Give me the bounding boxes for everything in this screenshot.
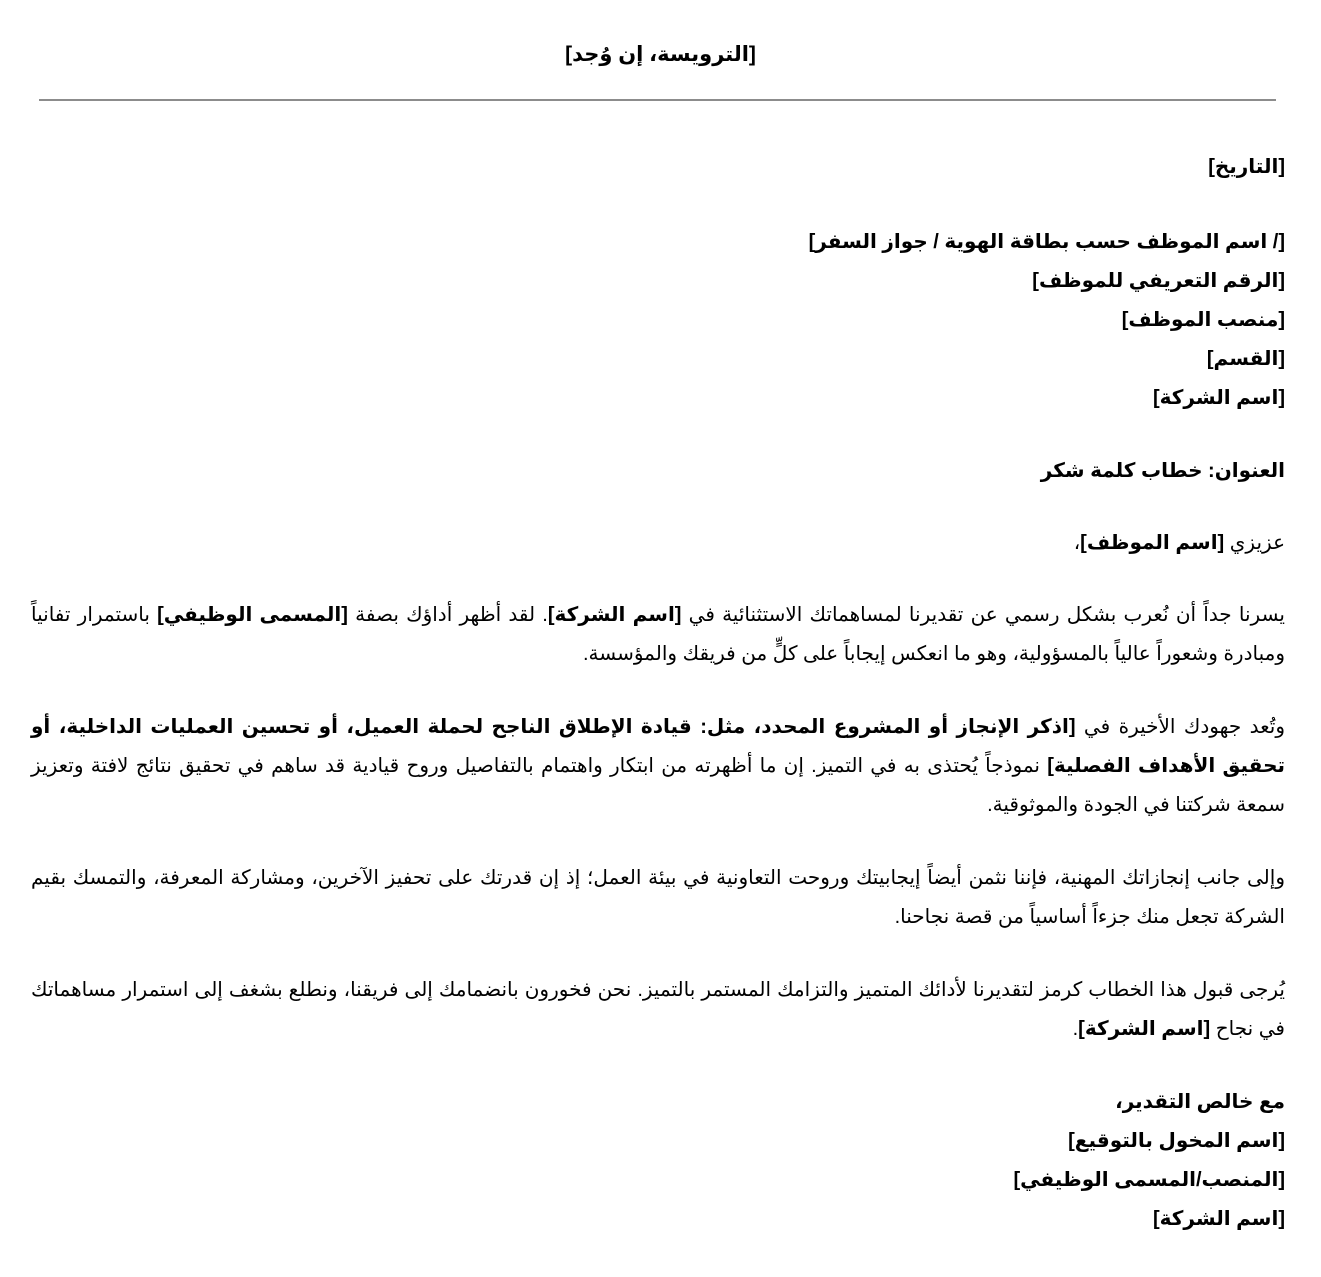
paragraph-4 [31, 971, 1285, 1049]
greeting-prefix: عزيزي [1224, 532, 1285, 554]
paragraph-2-text-1: وتُعد جهودك الأخيرة في [1075, 716, 1285, 738]
letter-subject: العنوان: خطاب كلمة شكر [1040, 460, 1285, 482]
paragraph-2 [31, 708, 1285, 825]
recipient-company: [اسم الشركة] [1152, 387, 1285, 409]
paragraph-1 [31, 596, 1285, 674]
closing-company: [اسم الشركة] [1152, 1208, 1285, 1230]
closing-signatory: [اسم المخول بالتوقيع] [1068, 1130, 1285, 1152]
closing-regards: مع خالص التقدير، [1115, 1091, 1285, 1113]
date-placeholder: [التاريخ] [1208, 156, 1285, 178]
greeting-name: [اسم الموظف] [1080, 532, 1225, 554]
greeting [31, 524, 1285, 563]
recipient-name: [/ اسم الموظف حسب بطاقة الهوية / جواز السفر] [808, 231, 1285, 253]
paragraph-1-text-2: . لقد أظهر أداؤك بصفة [347, 604, 548, 626]
header-divider [39, 99, 1276, 101]
closing-title: [المنصب/المسمى الوظيفي] [1013, 1169, 1285, 1191]
recipient-department: [القسم] [1206, 348, 1285, 370]
closing-block [31, 1083, 1285, 1239]
paragraph-4-company: [اسم الشركة] [1078, 1018, 1211, 1040]
paragraph-2-text-2: نموذجاً يُحتذى به في التميز. إن ما أظهرته من ابتكار واهتمام بالتفاصيل وروح قيادية قد ساهم في تحقيق نتائج لافتة وتعزيز سمعة شركتنا في الجودة والموثوقية. [31, 755, 1285, 816]
paragraph-3: وإلى جانب إنجازاتك المهنية، فإننا نثمن أيضاً إيجابيتك وروحت التعاونية في بيئة العمل؛ إذ إن قدرتك على تحفيز الآخرين، ومشاركة المعرفة، والتمسك بقيم الشركة تجعل منك جزءاً أساسياً من قصة نجاحنا. [31, 867, 1285, 928]
paragraph-4-text-2: . [1072, 1018, 1079, 1040]
paragraph-1-job-title: [المسمى الوظيفي] [157, 604, 348, 626]
paragraph-1-text-1: يسرنا جداً أن نُعرب بشكل رسمي عن تقديرنا لمساهماتك الاستثنائية في [681, 604, 1285, 626]
recipient-employee-id: [الرقم التعريفي للموظف] [1032, 270, 1285, 292]
recipient-position: [منصب الموظف] [1121, 309, 1285, 331]
greeting-suffix: ، [1073, 532, 1081, 554]
letterhead: [الترويسة، إن وُجد] [565, 43, 756, 66]
recipient-block [31, 223, 1285, 418]
letter-body [31, 148, 1285, 1239]
paragraph-1-company: [اسم الشركة] [547, 604, 682, 626]
paragraph-4-text-1: يُرجى قبول هذا الخطاب كرمز لتقديرنا لأدائك المتميز والتزامك المستمر بالتميز. نحن فخورون بانضمامك إلى فريقنا، ونطلع بشغف إلى استمرار مساهماتك في نجاح [31, 979, 1285, 1040]
paragraph-2-achievement: [اذكر الإنجاز أو المشروع المحدد، مثل: قيادة الإطلاق الناجح لحملة العميل، أو تحسين العمليات الداخلية، أو تحقيق الأهداف الفصلية] [31, 716, 1285, 777]
paragraph-1-text-3: باستمرار تفانياً ومبادرة وشعوراً عالياً بالمسؤولية، وهو ما انعكس إيجاباً على كلٍّ من فريقك والمؤسسة. [31, 604, 1285, 665]
